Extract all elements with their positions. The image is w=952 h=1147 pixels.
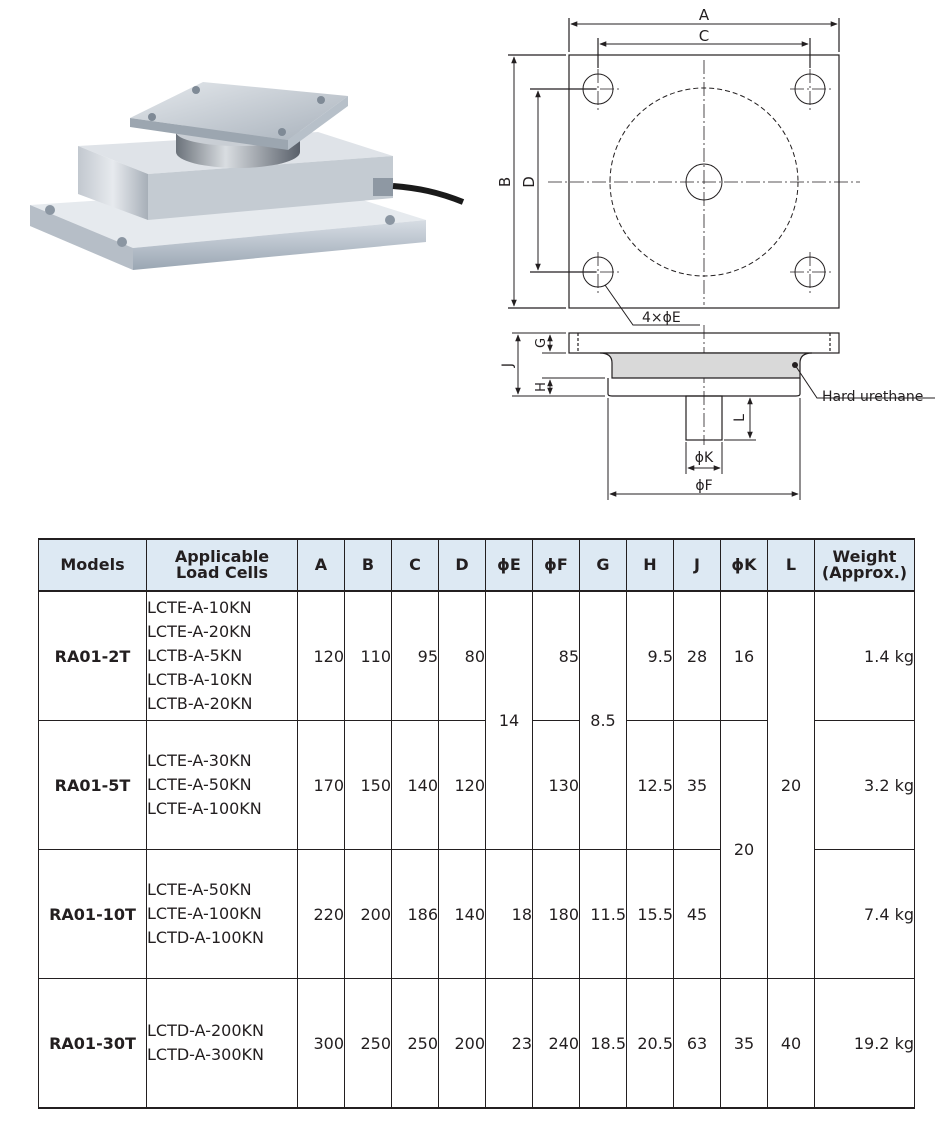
dimension-drawing [496,0,952,505]
dim-b: 150 [345,721,392,850]
header-k: ϕK [721,539,768,591]
dim-j: 35 [674,721,721,850]
table-row [39,591,915,721]
weight: 3.2 kg [815,721,915,850]
weight: 19.2 kg [815,979,915,1109]
weight: 7.4 kg [815,850,915,979]
dim-b: 110 [345,591,392,721]
dim-f: 180 [533,850,580,979]
dim-g: 18.5 [580,979,627,1109]
dim-f: 240 [533,979,580,1109]
dim-label-l: L [732,414,748,422]
header-j: J [674,539,721,591]
dim-c: 186 [392,850,439,979]
dim-label-g: G [534,337,549,349]
header-d: D [439,539,486,591]
header-c: C [392,539,439,591]
header-a: A [298,539,345,591]
dim-a: 220 [298,850,345,979]
weight: 1.4 kg [815,591,915,721]
dim-a: 300 [298,979,345,1109]
dim-a: 120 [298,591,345,721]
product-photo [18,70,488,310]
dim-a: 170 [298,721,345,850]
dim-f: 85 [533,591,580,721]
dim-label-d: D [520,176,538,188]
dim-d: 120 [439,721,486,850]
dim-d: 200 [439,979,486,1109]
urethane-label: Hard urethane [822,389,924,405]
model-name: RA01-2T [39,591,147,721]
dim-label-k: ϕK [694,450,714,466]
dim-h: 9.5 [627,591,674,721]
dim-j: 28 [674,591,721,721]
dim-b: 200 [345,850,392,979]
model-name: RA01-30T [39,979,147,1109]
dim-h: 20.5 [627,979,674,1109]
header-b: B [345,539,392,591]
dim-k: 20 [721,721,768,979]
dim-label-a: A [698,6,710,24]
dim-e: 18 [486,850,533,979]
model-name: RA01-10T [39,850,147,979]
dim-g: 8.5 [580,591,627,850]
header-e: ϕE [486,539,533,591]
header-load-cells: Applicable Load Cells [147,539,298,591]
dim-h: 12.5 [627,721,674,850]
header-f: ϕF [533,539,580,591]
table-header-row [39,539,915,591]
dim-e: 23 [486,979,533,1109]
holes-label: 4×ϕE [642,310,681,326]
dim-e: 14 [486,591,533,850]
dim-f: 130 [533,721,580,850]
header-models: Models [39,539,147,591]
dim-l: 40 [768,979,815,1109]
dim-h: 15.5 [627,850,674,979]
dim-k: 35 [721,979,768,1109]
dim-l: 20 [768,591,815,979]
dim-j: 45 [674,850,721,979]
load-cells-list: LCTE-A-10KN LCTE-A-20KN LCTB-A-5KN LCTB-A-10KN LCTB-A-20KN [147,591,298,721]
dim-c: 250 [392,979,439,1109]
dim-label-h: H [534,382,549,392]
dim-j: 63 [674,979,721,1109]
load-cells-list: LCTD-A-200KN LCTD-A-300KN [147,979,298,1109]
spec-table [38,538,915,1109]
header-weight: Weight (Approx.) [815,539,915,591]
dim-c: 95 [392,591,439,721]
header-h: H [627,539,674,591]
dim-label-f: ϕF [695,478,713,494]
header-g: G [580,539,627,591]
dim-label-c: C [698,27,710,45]
dim-c: 140 [392,721,439,850]
dim-d: 80 [439,591,486,721]
load-cells-list: LCTE-A-50KN LCTE-A-100KN LCTD-A-100KN [147,850,298,979]
dim-d: 140 [439,850,486,979]
dim-label-j: J [500,362,516,368]
dim-b: 250 [345,979,392,1109]
table-row [39,979,915,1109]
header-l: L [768,539,815,591]
dim-k: 16 [721,591,768,721]
load-cells-list: LCTE-A-30KN LCTE-A-50KN LCTE-A-100KN [147,721,298,850]
dim-label-b: B [496,176,514,188]
model-name: RA01-5T [39,721,147,850]
dim-g: 11.5 [580,850,627,979]
